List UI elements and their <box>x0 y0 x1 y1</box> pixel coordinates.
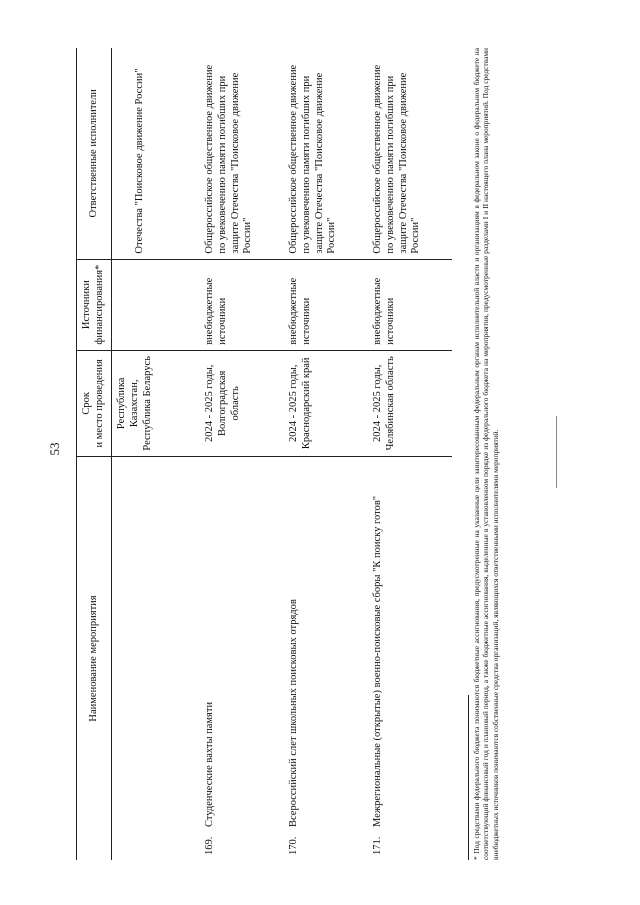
responsible-text: Отечества "Поисковое движение России" <box>134 68 145 254</box>
cell-source: внебюджетные источники <box>200 259 284 350</box>
row-number: 170. <box>288 836 299 855</box>
cell-term: 2024 - 2025 годы, Краснодарский край <box>284 350 368 456</box>
footnote-divider <box>468 695 469 860</box>
table-header-row <box>77 48 112 860</box>
cell-term: 2024 - 2025 годы, Челябинская область <box>368 350 452 456</box>
event-name: Всероссийский слет школьных поисковых отрядов <box>288 599 299 827</box>
header-term: Срок и место проведения <box>77 350 112 456</box>
header-source: Источники финансирования* <box>77 259 112 350</box>
event-name: Студенческие вахты памяти <box>204 701 215 827</box>
page-number: 53 <box>47 442 62 456</box>
cell-source-empty <box>112 259 201 350</box>
end-divider <box>556 416 557 488</box>
table-row-continuation <box>112 48 201 860</box>
table-row <box>368 48 452 860</box>
cell-term: Республика Казахстан, Республика Беларусь <box>112 350 201 456</box>
cell-responsible: Общероссийское общественное движение по увековечению памяти погибших при защите Отечества "Поисковое движение России" <box>200 48 284 259</box>
header-name: Наименование мероприятия <box>77 456 112 860</box>
cell-responsible <box>112 48 201 259</box>
cell-responsible: Общероссийское общественное движение по увековечению памяти погибших при защите Отечества "Поисковое движение России" <box>284 48 368 259</box>
cell-name-empty <box>112 456 201 860</box>
row-number: 169. <box>204 836 215 855</box>
event-name: Межрегиональные (открытые) военно-поисковые сборы "К поиску готов" <box>372 495 383 827</box>
events-table <box>76 48 452 860</box>
header-responsible: Ответственные исполнители <box>77 48 112 259</box>
cell-name <box>284 456 368 860</box>
footnote: * Под средствами федерального бюджета понимаются бюджетные ассигнования, предусмотренные на указанные цели заинтересованным федеральным органам исполнительной власти и организациям в федеральном законе о федеральном бюджете на соответствующий финансовый год и плановый период, а также бюджетные ассигнования, выделенные в установленном порядке из федерального бюджета на мероприятия, предусмотренные разделами I и II настоящего плана мероприятий. Под средствами внебюджетных источников понимаются собственные средства организаций, являющихся ответственными исполнителями мероприятий. <box>472 48 500 860</box>
cell-name <box>368 456 452 860</box>
cell-source: внебюджетные источники <box>368 259 452 350</box>
landscape-content <box>66 48 586 860</box>
cell-term: 2024 - 2025 годы, Волгоградская область <box>200 350 284 456</box>
table-row <box>200 48 284 860</box>
table-row <box>284 48 368 860</box>
cell-name <box>200 456 284 860</box>
cell-source: внебюджетные источники <box>284 259 368 350</box>
row-number: 171. <box>372 836 383 855</box>
cell-responsible: Общероссийское общественное движение по увековечению памяти погибших при защите Отечества "Поисковое движение России" <box>368 48 452 259</box>
